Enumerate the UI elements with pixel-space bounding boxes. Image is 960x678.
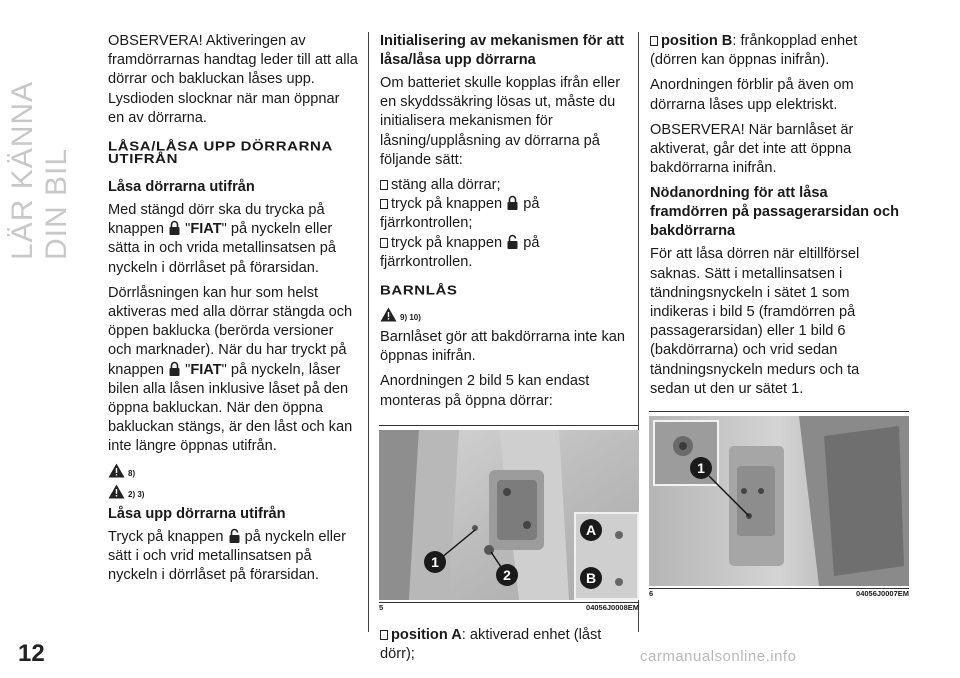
paragraph-unlock: Tryck på knappen på nyckeln eller sätt i och vrid metallinsatsen på nyckeln i dörrlåset på förarsidan. xyxy=(108,528,346,584)
figure-callout-1: 1 xyxy=(697,460,705,477)
figure-code: 04056J0008EM xyxy=(586,602,639,612)
note-paragraph: OBSERVERA! Aktiveringen av framdörrarnas handtag leder till att alla dörrar och bakluckan låses upp. Lysdioden slocknar när man öppnar en av dörrarna. xyxy=(108,33,358,126)
warning-triangle-icon xyxy=(380,307,397,322)
figure-callout-A: A xyxy=(585,521,597,538)
column-1 xyxy=(108,32,358,591)
watermark: carmanualsonline.info xyxy=(640,648,797,665)
position-b-item: position B: frånkopplad enhet (dörren kan öppnas inifrån). xyxy=(650,33,858,69)
figure-callout-2: 2 xyxy=(503,566,511,583)
lock-closed-icon xyxy=(169,361,180,376)
section-heading-child-lock: BARNLÅS xyxy=(380,283,458,298)
figure-5 xyxy=(379,425,639,612)
bullet-box-icon xyxy=(380,630,388,640)
subheading-emergency-lock: Nödanordning för att låsa framdörren på passagerarsidan och bakdörrarna xyxy=(650,185,899,240)
figure-caption xyxy=(379,603,639,612)
list-item: stäng alla dörrar; xyxy=(380,176,630,195)
figure-callout-1: 1 xyxy=(431,553,439,570)
paragraph-lock: Med stängd dörr ska du trycka på knappen "FIAT" på nyckeln eller sätta in och vrida metallinsatsen på nyckeln i dörrlåset på förarsidan. xyxy=(108,202,336,276)
paragraph-emergency-lock: För att låsa dörren när eltillförsel saknas. Sätt i metallinsatsen i tändningsnyckeln i sätet 1 som indikeras i bild 5 (framdörren på passagerarsidan) eller 1 bild 6 (bakdörrarna) och vrid sedan tändningsnyckeln medurs och ta sedan ut den ur sätet 1. xyxy=(650,246,860,397)
column-3 xyxy=(649,32,909,599)
figure-caption xyxy=(649,589,909,598)
column-2 xyxy=(379,32,639,670)
chapter-side-title: LÄR KÄNNA DIN BIL xyxy=(6,82,73,260)
warning-ref-2: 2) 3) xyxy=(108,484,358,499)
warning-triangle-icon xyxy=(108,484,125,499)
lock-open-icon xyxy=(229,528,240,543)
figure-code: 04056J0007EM xyxy=(856,589,909,599)
section-heading-lock: LÅSA/LÅSA UPP DÖRRARNA UTIFRÅN xyxy=(108,139,333,167)
subheading-initialisation: Initialisering av mekanismen för att låsa/låsa upp dörrarna xyxy=(380,33,625,68)
figure-number: 6 xyxy=(649,589,654,599)
column-divider xyxy=(368,32,369,632)
door-child-lock-photo xyxy=(379,430,639,600)
warning-ref-1: 8) xyxy=(108,463,358,478)
bullet-box-icon xyxy=(380,180,388,190)
warning-triangle-icon xyxy=(108,463,125,478)
paragraph-remains: Anordningen förblir på även om dörrarna låses upp elektriskt. xyxy=(650,77,854,113)
position-a-item: position A: aktiverad enhet (låst dörr); xyxy=(380,626,602,663)
bullet-box-icon xyxy=(380,238,388,248)
figure-callout-B: B xyxy=(585,569,597,586)
list-item: tryck på knappen på fjärrkontrollen; xyxy=(380,196,540,232)
page-number: 12 xyxy=(18,640,45,667)
lock-closed-icon xyxy=(507,195,518,210)
list-item: tryck på knappen på fjärrkontrollen. xyxy=(380,234,540,270)
paragraph-child-lock-mount: Anordningen 2 bild 5 kan endast monteras på öppna dörrar: xyxy=(380,373,590,409)
subheading-lock-outside: Låsa dörrarna utifrån xyxy=(108,179,255,196)
subheading-unlock-outside: Låsa upp dörrarna utifrån xyxy=(108,505,286,522)
figure-top-rule xyxy=(379,425,639,426)
warning-ref-3: 9) 10) xyxy=(380,307,630,322)
paragraph-child-lock: Barnlåset gör att bakdörrarna inte kan öppnas inifrån. xyxy=(380,329,625,365)
lock-open-icon xyxy=(507,234,518,249)
note-child-lock: OBSERVERA! När barnlåset är aktiverat, går det inte att öppna bakdörrarna inifrån. xyxy=(650,121,854,177)
bullet-box-icon xyxy=(380,199,388,209)
paragraph-lock-tailgate: Dörrlåsningen kan hur som helst aktiveras med alla dörrar stängda och öppen baklucka (berörda versioner och marknader). När du har tryckt på knappen "FIAT" på nyckeln, låser bilen alla låsen inklusive låset på den öppna bakluckan. När den öppna bakluckan stängs, är den låst och kan inte längre öppnas utifrån. xyxy=(108,284,353,455)
bullet-list xyxy=(380,176,630,272)
figure-6 xyxy=(649,411,909,598)
bullet-box-icon xyxy=(650,36,658,46)
paragraph-initialisation: Om batteriet skulle kopplas ifrån eller en skyddssäkring lösas ut, måste du initialisera mekanismen för låsning/upplåsning av dörrarna på följande sätt: xyxy=(380,75,621,168)
rear-door-lock-photo xyxy=(649,416,909,586)
figure-number: 5 xyxy=(379,602,384,612)
lock-closed-icon xyxy=(169,220,180,235)
figure-top-rule xyxy=(649,411,909,412)
